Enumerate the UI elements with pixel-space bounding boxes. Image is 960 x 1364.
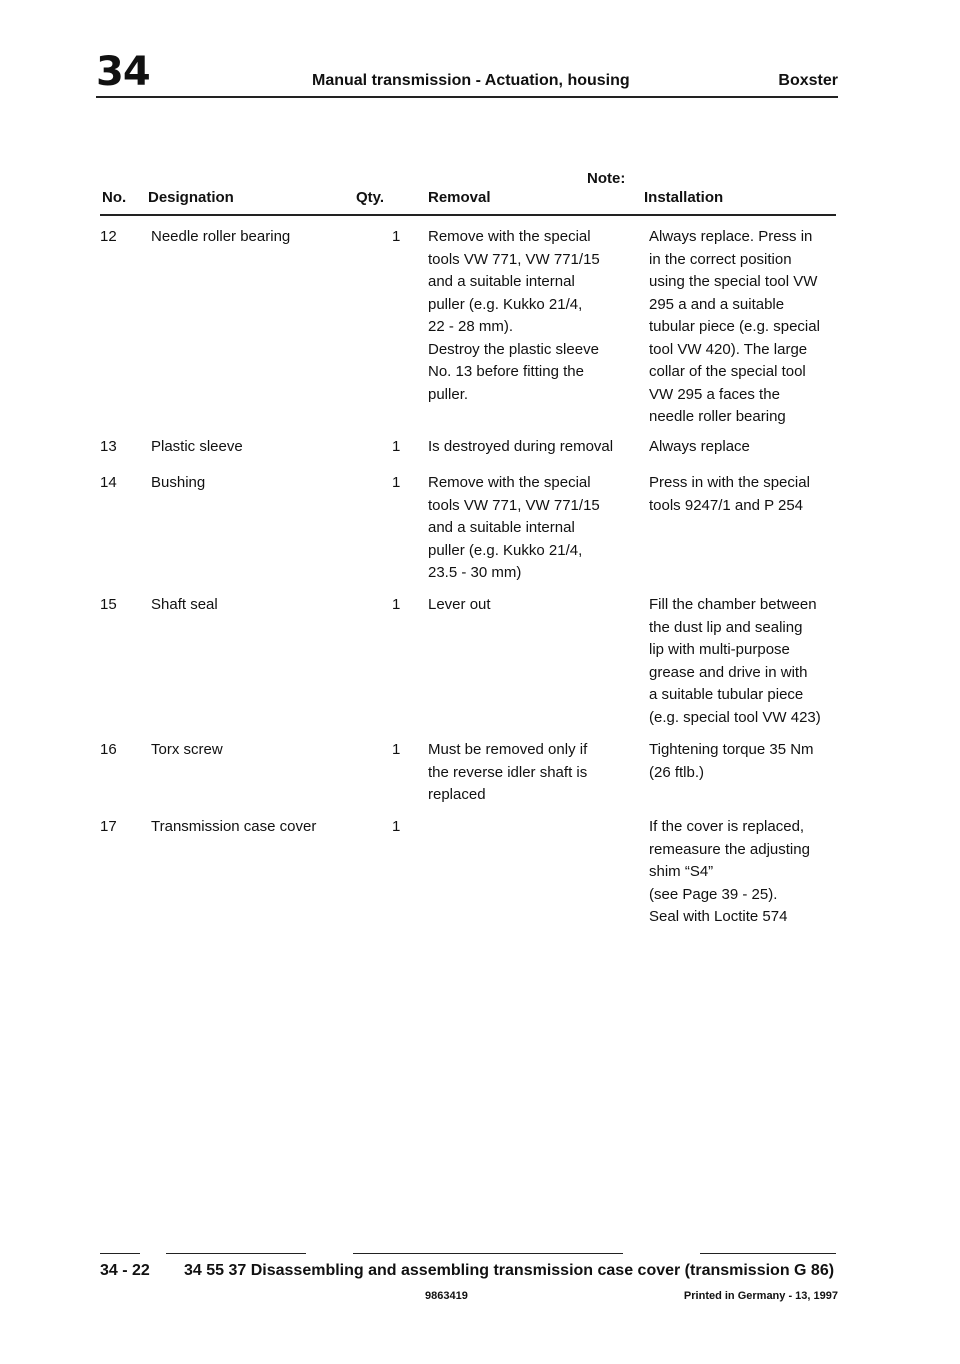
installation-note-line: (26 ftlb.)	[649, 763, 705, 781]
footer-rule	[100, 1253, 140, 1254]
installation-note-line: (e.g. special tool VW 423)	[649, 708, 821, 726]
part-number: 15	[100, 596, 117, 613]
installation-note-line: (see Page 39 - 25).	[649, 885, 778, 903]
designation-heading: Designation	[148, 189, 234, 206]
page-header	[96, 50, 838, 100]
part-designation: Needle roller bearing	[151, 228, 291, 245]
installation-note-line: Always replace	[649, 438, 750, 455]
installation-note-line: Seal with Loctite 574	[649, 908, 788, 925]
removal-heading: Removal	[428, 189, 491, 206]
part-designation: Bushing	[151, 474, 206, 491]
installation-note	[649, 472, 841, 517]
removal-note-line: Lever out	[428, 596, 491, 613]
installation-note-line: using the special tool VW	[649, 273, 818, 290]
removal-note-line: puller.	[428, 385, 469, 403]
heading-rule	[100, 214, 836, 216]
removal-note-line: Is destroyed during removal	[428, 438, 614, 455]
model-name: Boxster	[778, 72, 838, 89]
footer-rule	[700, 1253, 836, 1254]
part-number: 16	[100, 741, 117, 758]
installation-note	[649, 739, 841, 784]
removal-note-line: tools VW 771, VW 771/15	[428, 496, 600, 514]
footer-rule	[353, 1253, 623, 1254]
printed-note: Printed in Germany - 13, 1997	[683, 1290, 838, 1302]
installation-note-line: If the cover is replaced,	[649, 818, 805, 835]
part-quantity: 1	[392, 474, 401, 491]
part-quantity: 1	[392, 818, 401, 835]
installation-heading: Installation	[644, 189, 724, 206]
removal-note-line: puller (e.g. Kukko 21/4,	[428, 295, 583, 313]
part-designation: Plastic sleeve	[151, 438, 243, 455]
part-quantity: 1	[392, 596, 401, 613]
installation-note-line: collar of the special tool	[649, 363, 806, 380]
removal-note-line: the reverse idler shaft is	[428, 763, 588, 781]
installation-note	[649, 594, 841, 729]
part-number: 14	[100, 474, 117, 491]
installation-note-line: tool VW 420). The large	[649, 340, 808, 358]
footer-rule	[166, 1253, 306, 1254]
installation-note-line: lip with multi-purpose	[649, 641, 790, 658]
installation-note-line: needle roller bearing	[649, 408, 786, 425]
installation-note-line: Always replace. Press in	[649, 228, 813, 245]
document-code: 9863419	[425, 1290, 468, 1302]
installation-note-line: remeasure the adjusting	[649, 840, 810, 858]
part-designation: Shaft seal	[151, 596, 218, 613]
removal-note	[428, 472, 628, 585]
part-quantity: 1	[392, 228, 401, 245]
installation-note	[649, 226, 841, 429]
installation-note-line: the dust lip and sealing	[649, 618, 803, 636]
part-designation: Transmission case cover	[151, 818, 317, 835]
installation-note-line: Tightening torque 35 Nm	[649, 741, 814, 758]
installation-note-line: tubular piece (e.g. special	[649, 318, 820, 335]
part-quantity: 1	[392, 438, 401, 455]
removal-note-line: 23.5 - 30 mm)	[428, 564, 522, 581]
installation-note-line: Press in with the special	[649, 474, 810, 491]
part-number: 13	[100, 438, 117, 455]
qty-heading: Qty.	[356, 189, 385, 206]
note-heading: Note:	[587, 170, 626, 187]
installation-note-line: in the correct position	[649, 250, 792, 268]
removal-note-line: and a suitable internal	[428, 273, 575, 290]
removal-note-line: Must be removed only if	[428, 741, 588, 758]
installation-note-line: Fill the chamber between	[649, 596, 817, 613]
part-number: 17	[100, 818, 117, 835]
removal-note-line: tools VW 771, VW 771/15	[428, 250, 600, 268]
section-title: Manual transmission - Actuation, housing	[312, 72, 630, 89]
removal-note-line: 22 - 28 mm).	[428, 318, 514, 335]
removal-note-line: No. 13 before fitting the	[428, 363, 584, 380]
part-designation: Torx screw	[151, 741, 223, 758]
installation-note-line: VW 295 a faces the	[649, 385, 780, 403]
removal-note	[428, 436, 628, 459]
part-number: 12	[100, 228, 117, 245]
footer-title: 34 55 37 Disassembling and assembling transmission case cover (transmission G 86)	[184, 1262, 835, 1279]
removal-note	[428, 739, 628, 807]
installation-note	[649, 816, 841, 929]
installation-note-line: grease and drive in with	[649, 663, 808, 681]
removal-note	[428, 594, 628, 617]
header-rule	[96, 96, 838, 98]
removal-note-line: Remove with the special	[428, 474, 591, 491]
installation-note-line: shim “S4”	[649, 863, 714, 880]
removal-note-line: puller (e.g. Kukko 21/4,	[428, 541, 583, 559]
part-quantity: 1	[392, 741, 401, 758]
installation-note-line: tools 9247/1 and P 254	[649, 496, 804, 514]
installation-note	[649, 436, 841, 459]
removal-note-line: replaced	[428, 786, 486, 803]
removal-note	[428, 226, 628, 406]
page-number: 34 - 22	[100, 1262, 150, 1279]
removal-note-line: and a suitable internal	[428, 519, 575, 536]
removal-note-line: Remove with the special	[428, 228, 591, 245]
removal-note-line: Destroy the plastic sleeve	[428, 340, 599, 358]
installation-note-line: a suitable tubular piece	[649, 686, 804, 703]
installation-note-line: 295 a and a suitable	[649, 295, 785, 313]
no-heading: No.	[102, 189, 127, 206]
chapter-number: 34	[96, 49, 150, 95]
